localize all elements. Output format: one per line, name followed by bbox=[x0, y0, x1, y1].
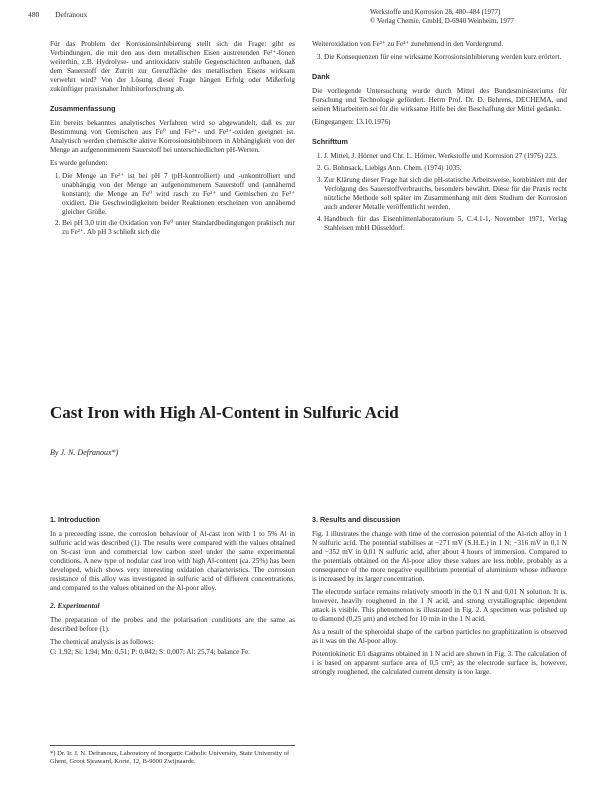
introduction-heading: 1. Introduction bbox=[50, 515, 100, 524]
thanks-paragraph: Die vorliegende Untersuchung wurde durch Mittel des Bundesministeriums für Forschung und Technologie gefördert. Herrn Prof. Dr. D. Behrens, DECHEMA, und seinen Mitarbeitern sei für die wirksame Hilfe bei der Beschaffung der Mittel gedankt. bbox=[312, 87, 567, 113]
publisher-line: © Verlag Chemie, GmbH, D-6940 Weinheim, 1977 bbox=[370, 17, 514, 25]
finding-item: 1. Die Menge an Fe²⁺ ist bei pH 7 (pH-kontrolliert) und -unkontrolliert und unabhängig von der Menge an aufgenommenem Sauerstoff und (annähernd konstant); die Menge an Fe⁰ wird rasch zu Fe²⁺ und Gemischen zu Fe³⁺ oxidiert. Die Geschwindigkeiten beider Reaktionen erscheinen von annähernd gleicher Größe. bbox=[62, 172, 295, 217]
running-author: Defranoux bbox=[55, 10, 88, 19]
finding-item: 2. Bei pH 3,0 tritt die Oxidation von Fe⁰ unter Standardbedingungen praktisch nur zu Fe²⁺. Ab pH 3 schließt sich die bbox=[62, 219, 295, 237]
references-heading: Schrifttum bbox=[312, 137, 348, 146]
finding-continuation: Weiteroxidation von Fe²⁺ zu Fe³⁺ zunehmend in den Vordergrund. bbox=[312, 40, 504, 48]
reference-item: 1. J. Mittel, J. Hörner und Chr. L. Hörner, Werkstoffe und Korrosion 27 (1976) 223. bbox=[324, 152, 567, 161]
experimental-paragraph: The preparation of the probes and the polarisation conditions are the same as described before (1). bbox=[50, 616, 295, 633]
article-title: Cast Iron with High Al-Content in Sulfuric Acid bbox=[50, 403, 399, 422]
reference-item: 4. Handbuch für das Eisenhüttenlaboratorium 5, C.4.1-1, November 1971, Verlag Stahleisen mbH Düsseldorf. bbox=[324, 215, 567, 233]
summary-paragraph: Ein bereits bekanntes analytisches Verfahren wird so abgewandelt, daß es zur Bestimmung von Gemischen aus Fe⁰ und Fe²⁺- und Fe³⁺-oxiden geeignet ist. Analytisch werden chemische aktive Korrosionsinhibitoren in Abhängigkeit von der Menge an aufgenommenem Sauerstoff bei unterschiedlichen pH-Werten. bbox=[50, 119, 295, 154]
author-footnote: *) Dr. Ir. J. N. Defranoux, Laboratory of Inorganic Catholic University, State University of Ghent, Groot Sjeaward, Korte, 12, B-9000 Zwijnaarde. bbox=[50, 750, 290, 766]
analysis-values: C: 1,92; Si: 1,94; Mn: 0,51; P: 0,042; S: 0,007; Al: 25,74; balance Fe. bbox=[50, 648, 251, 656]
journal-citation bbox=[370, 8, 570, 26]
received-date: (Eingegangen: 13.10.1976) bbox=[312, 118, 391, 126]
results-paragraph: As a result of the spheroidal shape of the carbon particles no graphitization is observed as it was on the Al-poor alloy. bbox=[312, 628, 567, 645]
article-left-column bbox=[50, 505, 295, 661]
reference-item: 3. Zur Klärung dieser Frage hat sich die pH-statische Arbeitsweise, kombiniert mit der Verfolgung des Sauerstoffverbrauchs, besonders bewährt. Diese für die Praxis recht nützliche Methode soll später im Zusammenhang mit dem Studium der Korrosion auch anderer Metalle veröffentlicht werden. bbox=[324, 176, 567, 212]
page-number: 480 bbox=[28, 10, 40, 19]
results-paragraph: Potentiokinetic E/i diagrams obtained in 1 N acid are shown in Fig. 3. The calculation of i is based on apparent surface area of 0,5 cm²; as the electrode surface is, however, strongly roughened, the calculated current density is too large. bbox=[312, 650, 567, 676]
results-paragraph: The electrode surface remains relatively smooth in the 0,1 N and 0,01 N solution. It is, however, heavily roughened in the 1 N acid, and strong crystallographic dependent attack is visible. This phenomenon is illustrated in Fig. 2. A specimen was polished up to diamond (0,25 μm) and etched for 10 min in the 1 N acid. bbox=[312, 588, 567, 623]
finding-item: 3. Die Konsequenzen für eine wirksame Korrosionsinhibierung werden kurz erörtert. bbox=[324, 53, 567, 62]
introduction-paragraph: In a preceeding issue, the corrosion behaviour of Al-cast iron with 1 to 5% Al in sulfuric acid was described (1). The results were compared with the values obtained on St-cast iron and commercial low carbon steel under the same experimental conditions. A new type of nodular cast iron with high Al-content (ca. 25%) has been developed, which shows very interesting oxidation characteristics. The corrosion resistance of this alloy was investigated in sulfuric acid of different concentrations, and compared to the values obtained on the Al-poor alloy. bbox=[50, 530, 295, 592]
running-header bbox=[28, 10, 87, 19]
thanks-heading: Dank bbox=[312, 72, 330, 81]
article-author: By J. N. Defranoux*) bbox=[50, 448, 119, 457]
prev-article-left-column bbox=[50, 40, 295, 241]
results-heading: 3. Results and discussion bbox=[312, 515, 401, 524]
analysis-label: The chemical analysis is as follows: bbox=[50, 638, 154, 646]
prev-intro-paragraph: Für das Problem der Korrosionsinhibierung stellt sich die Frage: gibt es Verbindungen, die mit den aus dem metallischen Eisen austretenden Fe²⁺-Ionen weiterhin, z.B. Hydrolyse- und antioxidativ stabile Gegenschichten aufbauen, daß dem Sauerstoff der Zutritt zur Grenzfläche des metallischen Eisens wirksam verwehrt wird? Von der Lösung dieser Frage hängen Erfolg oder Mißerfolg zukünftiger praxisnaher Inhibitorforschung ab. bbox=[50, 40, 295, 93]
experimental-heading: 2. Experimental bbox=[50, 601, 100, 610]
reference-item: 2. G. Bohnsack, Liebigs Ann. Chem. (1974) 1035. bbox=[324, 164, 567, 173]
found-label: Es wurde gefunden: bbox=[50, 159, 108, 167]
summary-heading: Zusammenfassung bbox=[50, 104, 116, 113]
footnote-rule bbox=[50, 745, 295, 746]
prev-article-right-column bbox=[312, 40, 567, 237]
journal-line: Werkstoffe und Korrosion 28, 480–484 (1977) bbox=[370, 8, 501, 16]
results-paragraph: Fig. 1 illustrates the change with time of the corrosion potential of the Al-rich alloy in 1 N sulfuric acid. The potential stabilises at −271 mV (S.H.E.) in 1 N; −316 mV in 0,1 N and −352 mV in 0,01 N sulfuric acid, after about 4 hours of immersion. Compared to the potentials obtained on the Al-poor alloy these values are less noble, probably as a consequence of the more negative equilibrium potential of aluminium whose influence is increased by its larger concentration. bbox=[312, 530, 567, 583]
article-right-column bbox=[312, 505, 567, 681]
